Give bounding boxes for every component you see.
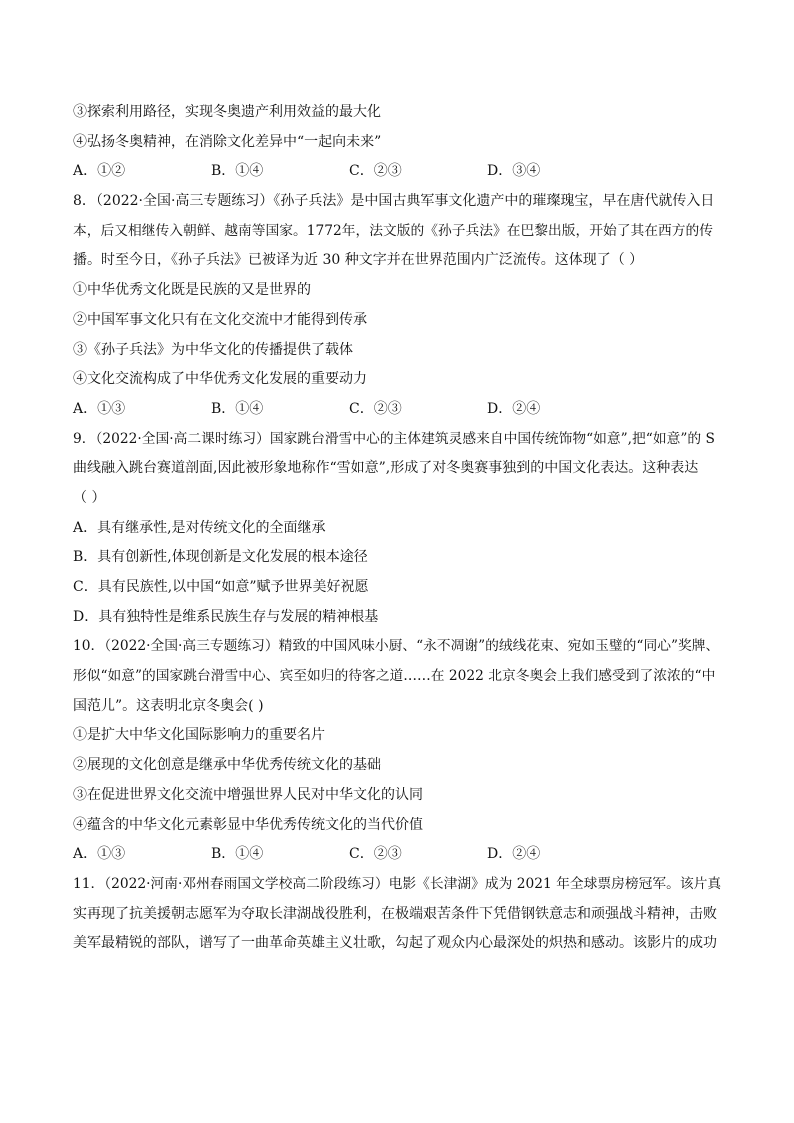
- q10-statement-2: ②展现的文化创意是继承中华优秀传统文化的基础: [73, 757, 381, 774]
- option-a: A．①③: [73, 400, 126, 417]
- q8-stem-line-1: 8．（2022·全国·高三专题练习）《孙子兵法》是中国古典军事文化遗产中的璀璨瑰宝，早在唐代就传入日: [73, 193, 715, 210]
- q11-stem-line-3: 美军最精锐的部队，谱写了一曲革命英雄主义壮歌，勾起了观众内心最深处的炽热和感动。该影片的成功: [73, 935, 717, 952]
- option-c: C．②③: [349, 846, 402, 863]
- q7-options: [73, 157, 723, 187]
- q8-statement-4: ④文化交流构成了中华优秀文化发展的重要动力: [73, 371, 367, 388]
- q8-stem-line-2: 本，后又相继传入朝鲜、越南等国家。1772年，法文版的《孙子兵法》在巴黎出版，开始了其在西方的传: [73, 222, 713, 239]
- q10-stem-line-3: 国范儿”。这表明北京冬奥会( ): [73, 697, 264, 714]
- q9-option-d: D．具有独特性是维系民族生存与发展的精神根基: [73, 608, 379, 625]
- q9-stem-line-2: 曲线融入跳台赛道剖面,因此被形象地称作“雪如意”,形成了对冬奥赛事独到的中国文化表达。这种表达: [73, 460, 699, 477]
- q9-option-b: B．具有创新性,体现创新是文化发展的根本途径: [73, 549, 368, 566]
- option-c: C．②③: [349, 400, 402, 417]
- q11-stem-line-2: 实再现了抗美援朝志愿军为夺取长津湖战役胜利，在极端艰苦条件下凭借钢铁意志和顽强战斗精神，击败: [73, 905, 717, 922]
- option-d: D．③④: [487, 163, 541, 180]
- q9-stem-line-3: （ ）: [73, 489, 106, 506]
- q10-statement-3: ③在促进世界文化交流中增强世界人民对中华文化的认同: [73, 786, 423, 803]
- q10-stem-line-1: 10．（2022·全国·高三专题练习）精致的中国风味小厨、“永不凋谢”的绒线花束、宛如玉璧的“同心”奖牌、: [73, 638, 720, 655]
- q11-stem-line-1: 11．（2022·河南·邓州春雨国文学校高二阶段练习）电影《长津湖》成为 2021 年全球票房榜冠军。该片真: [73, 875, 722, 892]
- q9-stem-line-1: 9．（2022·全国·高二课时练习）国家跳台滑雪中心的主体建筑灵感来自中国传统饰物“如意”,把“如意”的 S: [73, 430, 715, 447]
- q8-statement-1: ①中华优秀文化既是民族的又是世界的: [73, 282, 311, 299]
- option-b: B．①④: [211, 163, 264, 180]
- option-b: B．①④: [211, 400, 264, 417]
- q10-statement-4: ④蕴含的中华文化元素彰显中华优秀传统文化的当代价值: [73, 816, 423, 833]
- option-a: A．①③: [73, 846, 126, 863]
- q10-stem-line-2: 形似“如意”的国家跳台滑雪中心、宾至如归的待客之道……在 2022 北京冬奥会上我们感受到了浓浓的“中: [73, 668, 716, 685]
- q9-option-c: C．具有民族性,以中国“如意”赋予世界美好祝愿: [73, 579, 369, 595]
- option-d: D．②④: [487, 846, 541, 863]
- statement-3: ③探索利用路径，实现冬奥遗产利用效益的最大化: [73, 104, 381, 120]
- option-b: B．①④: [211, 846, 264, 863]
- q8-statement-3: ③《孙子兵法》为中华文化的传播提供了载体: [73, 341, 353, 358]
- q10-statement-1: ①是扩大中华文化国际影响力的重要名片: [73, 727, 325, 744]
- q10-options: [73, 840, 723, 870]
- q8-stem-line-3: 播。时至今日，《孙子兵法》已被译为近 30 种文字并在世界范围内广泛流传。这体现了（ ）: [73, 252, 644, 269]
- document-body: [73, 98, 723, 959]
- q8-statement-2: ②中国军事文化只有在文化交流中才能得到传承: [73, 311, 367, 328]
- q9-option-a: A．具有继承性,是对传统文化的全面继承: [73, 519, 326, 536]
- option-a: A．①②: [73, 163, 126, 180]
- statement-4: ④弘扬冬奥精神，在消除文化差异中“一起向未来”: [73, 133, 382, 150]
- option-d: D．②④: [487, 400, 541, 417]
- option-c: C．②③: [349, 163, 402, 180]
- q8-options: [73, 395, 723, 425]
